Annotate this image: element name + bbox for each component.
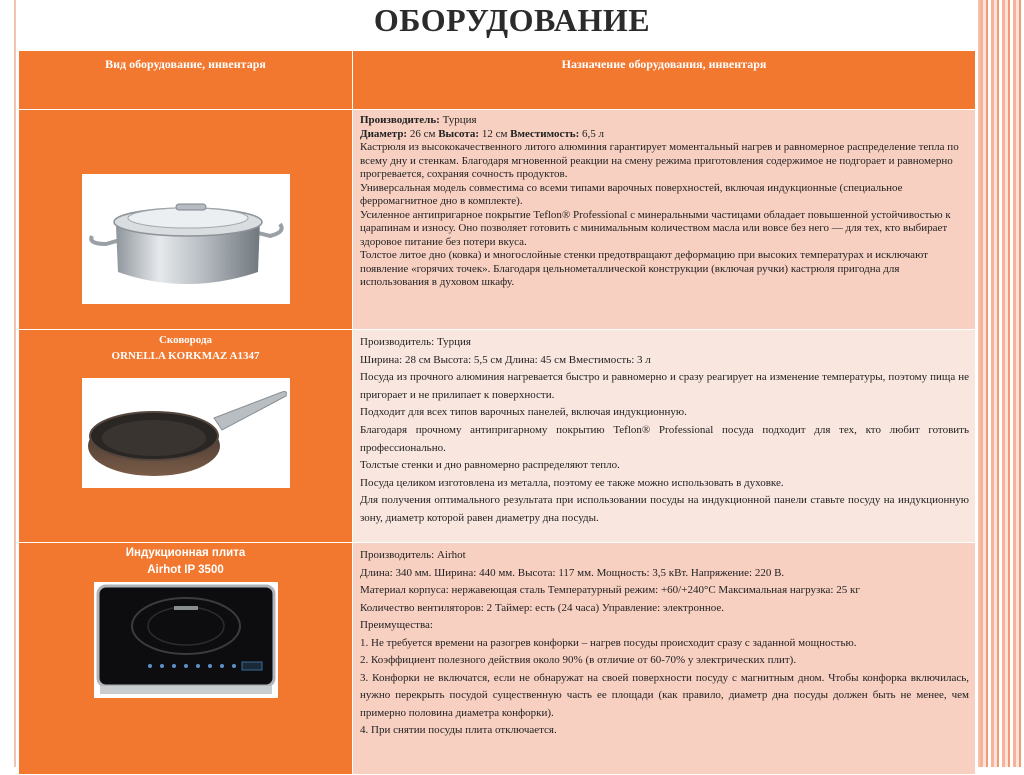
row-1-description	[353, 110, 976, 330]
description-line: Материал корпуса: нержавеющая сталь Температурный режим: +60/+240°С Максимальная нагрузка: 25 кг	[360, 584, 860, 596]
description-line: Длина: 340 мм. Ширина: 440 мм. Высота: 117 мм. Мощность: 3,5 кВт. Напряжение: 220 В.	[360, 566, 785, 579]
description-line: Количество вентиляторов: 2 Таймер: есть (24 часа) Управление: электронное.	[360, 601, 724, 614]
row-1-left-cell	[19, 110, 353, 330]
table-row	[19, 330, 976, 543]
description-line: Ширина: 28 см Высота: 5,5 см Длина: 45 см Вместимость: 3 л	[360, 353, 651, 366]
frame-line-left	[14, 0, 16, 767]
description-line: Для получения оптимального результата при использовании посуды на индукционной панели ставьте посуду на индукционную зону, диаметр которой равен диаметру дна посуды.	[360, 494, 969, 524]
page-title: ОБОРУДОВАНИЕ	[373, 2, 651, 38]
description-line: Посуда из прочного алюминия нагревается быстро и равномерно и сразу реагирует на изменение температуры, поэтому пища не пригорает и не прилипает к поверхности.	[360, 371, 969, 401]
description-line: Толстые стенки и дно равномерно распределяют тепло.	[360, 459, 620, 472]
description-line: Посуда целиком изготовлена из металла, поэтому ее также можно использовать в духовке.	[360, 476, 784, 489]
description-line: Универсальная модель совместима со всеми типами варочных поверхностей, включая индукционные (специальное ферромагнитное дно в комплекте).	[360, 181, 903, 207]
description-line: Производитель: Турция	[360, 114, 477, 126]
item-name: Индукционная плита	[125, 547, 246, 559]
description-line: Благодаря прочному антипригарному покрытию Teflon® Professional посуда подходит для тех, кто любит готовить профессионально.	[360, 423, 969, 454]
table-row	[19, 110, 976, 330]
description-line: Усиленное антипригарное покрытие Teflon® Professional с минеральными частицами обладает повышенной устойчивостью к царапинам и износу. Оно позволяет готовить с минимальным количеством масла или вовсе без него — для тех, кто выбирает здоровое питание без потери вкуса.	[360, 208, 951, 248]
frying-pan-image	[82, 378, 290, 488]
table-row	[19, 543, 976, 775]
decorative-stripes	[980, 0, 1024, 767]
item-model: Airhot IP 3500	[147, 564, 224, 576]
table-header-row	[19, 51, 976, 110]
description-line: Толстое литое дно (ковка) и многослойные стенки предотвращают деформацию при высоких температурах и исключают появление «горячих точек». Благодаря цельнометаллической конструкции (включая ручки) кастрюля пригодна для использования в духовом шкафу.	[360, 249, 928, 288]
description-line: Производитель: Турция	[360, 336, 471, 348]
header-col-type: Вид оборудование, инвентаря	[19, 51, 353, 110]
description-line: Подходит для всех типов варочных панелей, включая индукционную.	[360, 406, 687, 419]
row-2-description	[353, 330, 976, 543]
description-line: Преимущества:	[360, 619, 433, 631]
description-line: 4. При снятии посуды плита отключается.	[360, 724, 557, 736]
header-col-purpose: Назначение оборудования, инвентаря	[353, 51, 976, 110]
description-line: 2. Коэффициент полезного действия около 90% (в отличие от 60-70% у электрических плит).	[360, 654, 797, 666]
description-line: 1. Не требуется времени на разогрев конфорки – нагрев посуды происходит сразу с заданной мощностью.	[360, 636, 857, 649]
item-name: Сковорода	[158, 334, 213, 346]
row-3-description	[353, 543, 976, 775]
row-3-left-cell	[19, 543, 353, 775]
stockpot-image	[82, 174, 290, 304]
item-model: ORNELLA KORKMAZ A1347	[111, 350, 260, 362]
induction-cooktop-image	[94, 582, 278, 698]
description-line: Производитель: Airhot	[360, 549, 466, 561]
description-line: Кастрюля из высококачественного литого алюминия гарантирует моментальный нагрев и равномерное распределение тепла по всему дну и стенкам. Благодаря мгновенной реакции на смену режима приготовления содержимое не подгорает и равномерно прогревается, сохраняя сочность продуктов.	[360, 141, 959, 180]
description-line: 3. Конфорки не включатся, если не обнаружат на своей поверхности посуду с магнитным дном. Чтобы конфорка включилась, нужно перекрыть посудой существенную часть ее площади (как правило, диаметр дна посуды должен быть не менее, чем примерно половина диаметра конфорки).	[360, 671, 969, 719]
row-2-left-cell	[19, 330, 353, 543]
description-line: Диаметр: 26 см Высота: 12 см Вместимость: 6,5 л	[360, 127, 605, 140]
equipment-table	[18, 50, 976, 775]
frame-line-right	[978, 0, 980, 767]
